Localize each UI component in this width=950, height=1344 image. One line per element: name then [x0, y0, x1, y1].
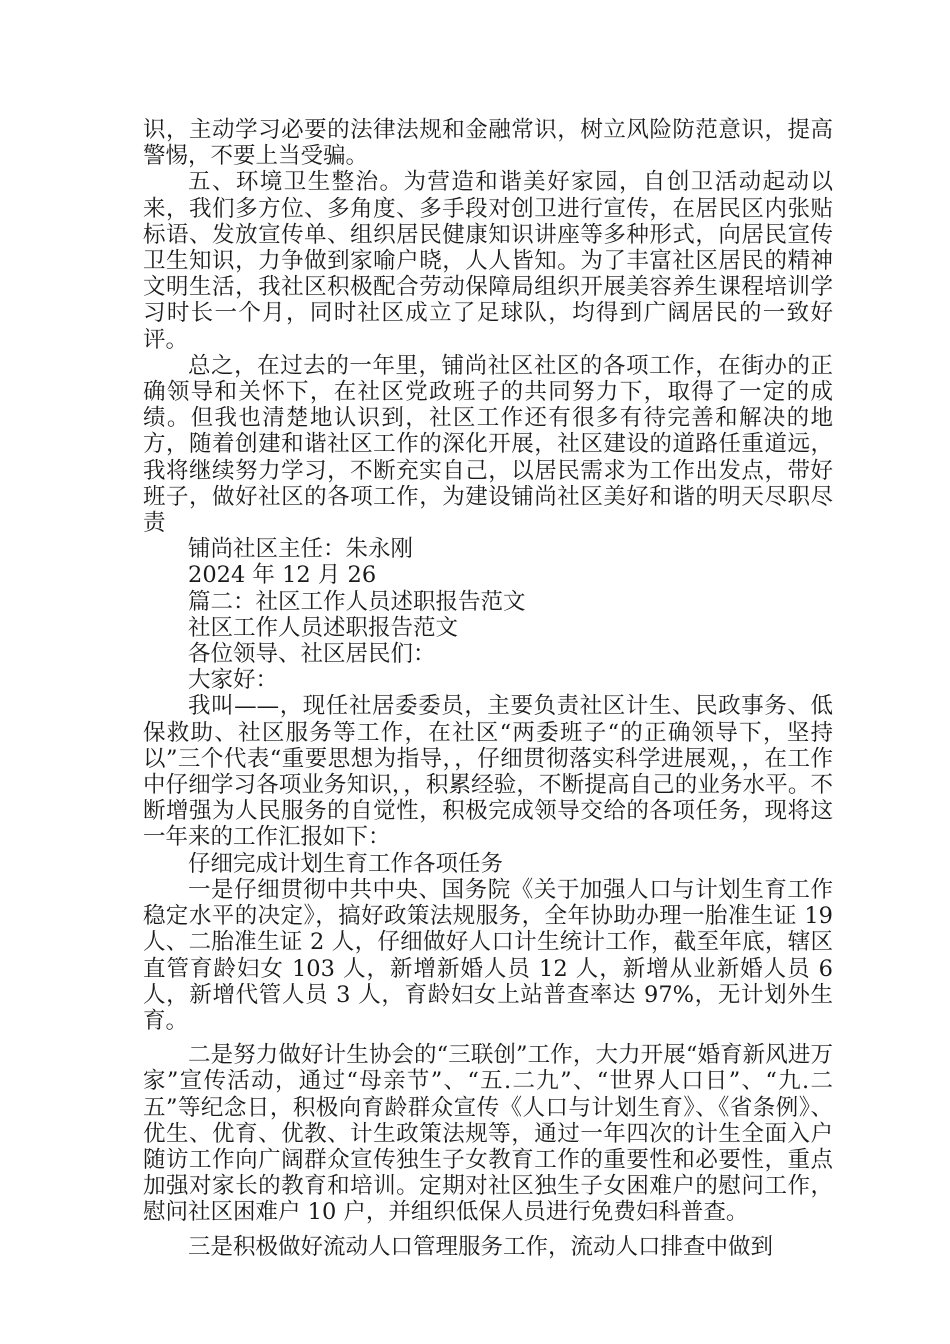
section-heading: 篇二：社区工作人员述职报告范文 — [188, 588, 526, 615]
paragraph-summary: 总之，在过去的一年里，铺尚社区社区的各项工作，在街办的正确领导和关怀下，在社区党政班子的共同努力下，取得了一定的成绩。但我也清楚地认识到，社区工作还有很多有待完善和解决的地方，随着创建和谐社区工作的深化开展，社区建设的道路任重道远，我将继续努力学习，不断充实自己，以居民需求为工作出发点，带好班子，做好社区的各项工作，为建设铺尚社区美好和谐的明天尽职尽责 — [143, 352, 833, 537]
greeting: 大家好： — [188, 667, 279, 694]
paragraph-point-two: 二是努力做好计生协会的“三联创”工作，大力开展“婚育新风进万家”宣传活动，通过“母亲节”、“五.二九”、“世界人口日”、“九.二五”等纪念日，积极向育龄群众宣传《人口与计划生育》、《省条例》、优生、优育、优教、计生政策法规等，通过一年四次的计生全面入户随访工作向广阔群众宣传独生子女教育工作的重要性和必要性，重点加强对家长的教育和培训。定期对社区独生子女困难户的慰问工作，慰问社区困难户 10 户，并组织低保人员进行免费妇科普查。 — [143, 1042, 833, 1226]
subheading-family-planning: 仔细完成计划生育工作各项任务 — [188, 850, 504, 877]
salutation: 各位领导、社区居民们： — [188, 641, 436, 668]
paragraph-point-three: 三是积极做好流动人口管理服务工作，流动人口排查中做到 — [188, 1233, 774, 1260]
paragraph-introduction: 我叫——，现任社居委委员，主要负责社区计生、民政事务、低保救助、社区服务等工作，在社区“两委班子“的正确领导下，坚持以”三个代表“重要思想为指导，，仔细贯彻落实科学进展观，，在工作中仔细学习各项业务知识，，积累经验，不断提高自己的业务水平。不断增强为人民服务的自觉性，积极完成领导交给的各项任务，现将这一年来的工作汇报如下： — [143, 693, 833, 851]
paragraph-continuation: 识，主动学习必要的法律法规和金融常识，树立风险防范意识，提高警惕，不要上当受骗。 — [143, 117, 833, 170]
paragraph-point-one: 一是仔细贯彻中共中央、国务院《关于加强人口与计划生育工作稳定水平的决定》，搞好政策法规服务，全年协助办理一胎准生证 19 人、二胎准生证 2 人，仔细做好人口计生统计工作，截至年底，辖区直管育龄妇女 103 人，新增新婚人员 12 人，新增从业新婚人员 6 人，新增代管人员 3 人，育龄妇女上站普查率达 97%，无计划外生育。 — [143, 876, 833, 1034]
paragraph-environment: 五、环境卫生整治。为营造和谐美好家园，自创卫活动起动以来，我们多方位、多角度、多手段对创卫进行宣传，在居民区内张贴标语、发放宣传单、组织居民健康知识讲座等多种形式，向居民宣传卫生知识，力争做到家喻户晓，人人皆知。为了丰富社区居民的精神文明生活，我社区积极配合劳动保障局组织开展美容养生课程培训学习时长一个月，同时社区成立了足球队，均得到广阔居民的一致好评。 — [143, 169, 833, 353]
signature-line: 铺尚社区主任：朱永刚 — [188, 536, 414, 563]
date-line: 2024 年 12 月 26 — [188, 562, 377, 589]
report-title: 社区工作人员述职报告范文 — [188, 614, 459, 641]
document-page — [143, 117, 833, 1260]
